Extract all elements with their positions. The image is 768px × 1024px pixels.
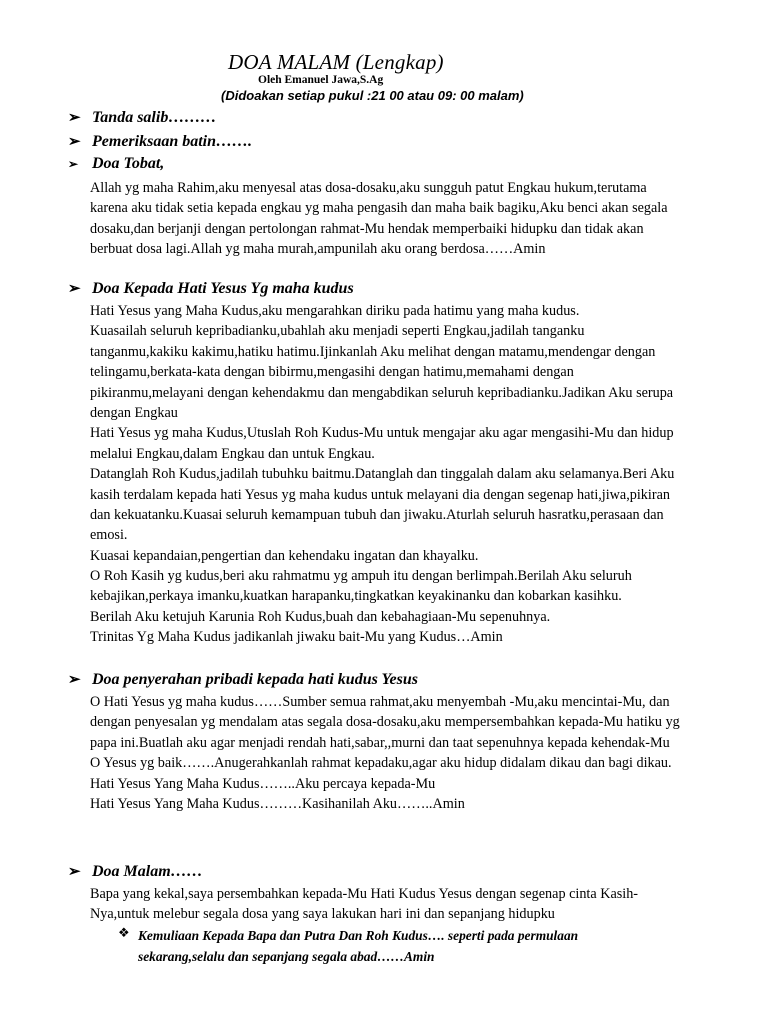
heading-text: Doa Tobat, [92, 155, 165, 172]
text-line: kebajikan,perkaya imanku,kuatkan harapanku,tingkatkan keyakinanku dan kobarkan kasihku. [90, 588, 622, 605]
text-line: Datanglah Roh Kudus,jadilah tubuhku baitmu.Datanglah dan tinggalah dalam aku selamanya.Beri Aku [90, 466, 675, 483]
diamond-bullet-icon: ❖ [118, 925, 130, 940]
arrow-bullet-icon: ➢ [68, 281, 81, 297]
doa-tobat-text [90, 178, 730, 260]
text-line: telingamu,berkata-kata dengan bibirmu,mengasihi dengan hatimu,memahami dengan [90, 364, 574, 381]
text-line: sekarang,selalu dan sepanjang segala abad……Amin [138, 949, 435, 964]
heading-text: Doa Kepada Hati Yesus Yg maha kudus [92, 279, 354, 297]
text-line: kasih terdalam kepada hati Yesus yg maha kudus untuk melayani dia dengan segenap hati,jiwa,pikiran [90, 486, 670, 503]
text-line: melalui Engkau,dalam Engkau dan untuk Engkau. [90, 445, 375, 462]
text-line: dosaku,dan berjanji dengan pertolongan rahmat-Mu hendak memperbaiki hidupku dan tidak akan [90, 220, 644, 237]
heading-text: Tanda salib……… [92, 108, 217, 126]
text-line: Hati Yesus yg maha Kudus,Utuslah Roh Kudus-Mu untuk mengajar aku agar mengasihi-Mu dan hidup [90, 425, 674, 442]
heading-text: Doa penyerahan pribadi kepada hati kudus Yesus [92, 670, 418, 688]
text-line: Kemuliaan Kepada Bapa dan Putra Dan Roh Kudus…. seperti pada permulaan [138, 928, 579, 943]
heading-text: Doa Malam…… [92, 862, 203, 880]
document-title: DOA MALAM (Lengkap) [228, 50, 444, 74]
text-line: Nya,untuk melebur segala dosa yang saya lakukan hari ini dan sepanjang hidupku [90, 906, 555, 923]
heading-pemeriksaan-batin [68, 132, 252, 151]
kemuliaan-bullet [118, 925, 578, 967]
text-line: tanganmu,kakiku kakimu,hatiku hatimu.Ijinkanlah Aku melihat dengan matamu,mendengar dengan [90, 343, 656, 360]
doa-malam-text [90, 884, 730, 925]
heading-doa-tobat [68, 155, 164, 173]
kemuliaan-text [138, 925, 578, 967]
text-line: O Yesus yg baik…….Anugerahkanlah rahmat kepadaku,agar aku hidup didalam dikau dan bagi dikau. [90, 755, 672, 772]
text-line: emosi. [90, 527, 128, 544]
heading-text: Pemeriksaan batin……. [92, 132, 253, 150]
text-line: Bapa yang kekal,saya persembahkan kepada-Mu Hati Kudus Yesus dengan segenap cinta Kasih- [90, 886, 639, 902]
arrow-bullet-icon: ➢ [68, 864, 81, 880]
heading-tanda-salib [68, 108, 216, 127]
text-line: berbuat dosa lagi.Allah yg maha murah,ampunilah aku orang berdosa……Amin [90, 241, 546, 258]
text-line: Hati Yesus Yang Maha Kudus……..Aku percaya kepada-Mu [90, 775, 436, 792]
heading-doa-penyerahan [68, 670, 418, 689]
arrow-bullet-icon: ➢ [68, 156, 79, 171]
text-line: Berilah Aku ketujuh Karunia Roh Kudus,buah dan kebahagiaan-Mu sepenuhnya. [90, 608, 551, 625]
text-line: O Roh Kasih yg kudus,beri aku rahmatmu yg ampuh itu dengan berlimpah.Berilah Aku seluruh [90, 568, 632, 585]
doa-hati-yesus-text [90, 301, 730, 648]
text-line: Trinitas Yg Maha Kudus jadikanlah jiwaku bait-Mu yang Kudus…Amin [90, 629, 503, 646]
arrow-bullet-icon: ➢ [68, 110, 81, 126]
text-line: dengan Engkau [90, 404, 178, 421]
document-author: Oleh Emanuel Jawa,S.Ag [258, 74, 384, 86]
text-line: Kuasai kepandaian,pengertian dan kehendaku ingatan dan khayalku. [90, 547, 479, 564]
text-line: dengan penyesalan yg mendalam atas segala dosa-dosaku,aku mempersembahkan kepada-Mu hatiku yg [90, 714, 680, 731]
heading-doa-hati-yesus [68, 279, 354, 298]
text-line: Hati Yesus yang Maha Kudus,aku mengarahkan diriku pada hatimu yang maha kudus. [90, 303, 580, 319]
prayer-time-note: (Didoakan setiap pukul :21 00 atau 09: 00 malam) [221, 88, 524, 103]
arrow-bullet-icon: ➢ [68, 672, 81, 688]
text-line: papa ini.Buatlah aku agar menjadi rendah hati,sabar,,murni dan taat sepenuhnya kepada kehendak-Mu [90, 734, 670, 751]
text-line: Allah yg maha Rahim,aku menyesal atas dosa-dosaku,aku sungguh patut Engkau hukum,terutama [90, 180, 647, 196]
text-line: Kuasailah seluruh kepribadianku,ubahlah aku menjadi seperti Engkau,jadilah tanganku [90, 323, 585, 340]
text-line: O Hati Yesus yg maha kudus……Sumber semua rahmat,aku menyembah -Mu,aku mencintai-Mu, dan [90, 694, 670, 710]
text-line: karena aku tidak setia kepada engkau yg maha pengasih dan maha baik bagiku,Aku benci akan segala [90, 200, 668, 217]
arrow-bullet-icon: ➢ [68, 134, 81, 150]
text-line: Hati Yesus Yang Maha Kudus………Kasihanilah Aku……..Amin [90, 795, 465, 812]
heading-doa-malam [68, 862, 203, 881]
text-line: dan kekuatanku.Kuasai seluruh kemampuan tubuh dan jiwaku.Aturlah seluruh hasratku,perasaan dan [90, 506, 664, 523]
doa-penyerahan-text [90, 692, 730, 814]
text-line: pikiranmu,melayani dengan kehendakmu dan mengabdikan seluruh kepribadianku.Jadikan Aku serupa [90, 384, 674, 401]
